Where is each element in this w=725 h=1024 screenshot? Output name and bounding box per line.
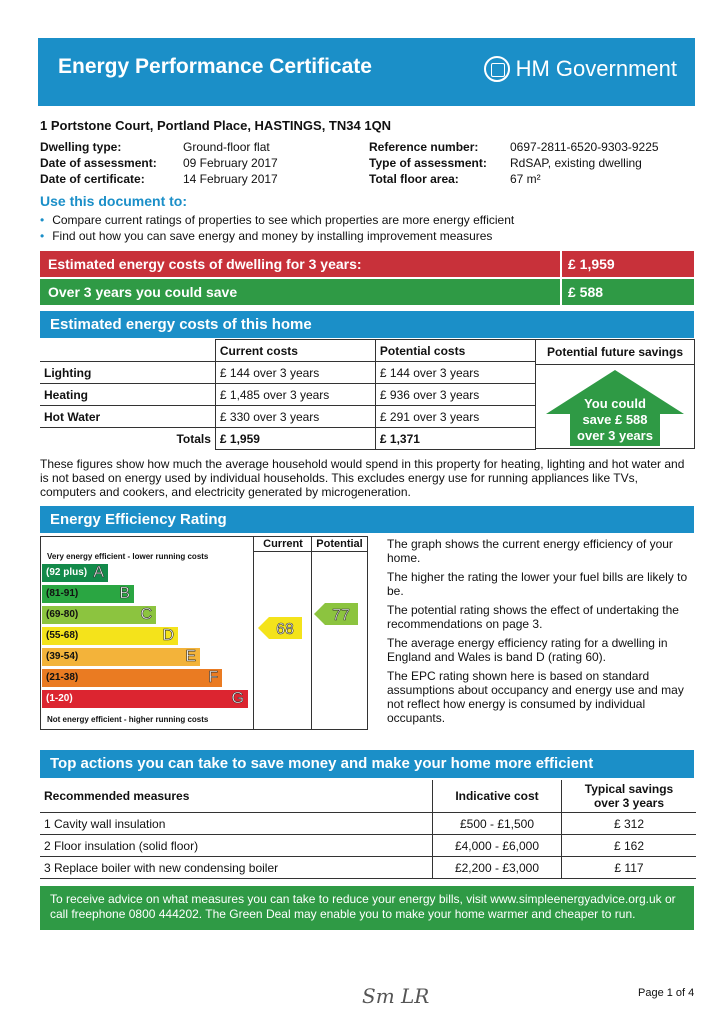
band-letter: B — [119, 585, 130, 602]
actions-heading-bar — [40, 750, 694, 778]
rating-band-d — [42, 627, 178, 645]
col-potential: Potential costs — [375, 340, 535, 362]
rating-notes — [387, 537, 693, 725]
band-range: (1-20) — [46, 693, 73, 704]
arrow-line: over 3 years — [577, 428, 653, 443]
detail-row — [40, 140, 278, 156]
efficiency-heading: Energy Efficiency Rating — [50, 511, 227, 528]
arrow-line: You could — [584, 396, 646, 411]
totals-row — [40, 428, 536, 450]
arrow-line: save £ 588 — [582, 412, 648, 427]
band-letter: G — [231, 690, 244, 707]
row-potential: £ 144 over 3 years — [375, 362, 535, 384]
details-right — [369, 140, 659, 188]
royal-crest-icon — [484, 56, 510, 82]
rating-band-a — [42, 564, 108, 582]
divider — [253, 537, 254, 729]
detail-row — [369, 172, 659, 188]
estimated-cost-label: Estimated energy costs of dwelling for 3 years: — [48, 256, 362, 272]
band-letter: A — [93, 564, 104, 581]
detail-label: Dwelling type: — [40, 140, 122, 154]
divider — [311, 537, 312, 729]
band-range: (55-68) — [46, 630, 79, 641]
advice-footer — [40, 886, 694, 930]
rating-bottom-label: Not energy efficient - higher running costs — [47, 715, 209, 724]
row-potential: £ 291 over 3 years — [375, 406, 535, 428]
typical-savings: £ 117 — [562, 857, 697, 879]
col-measures: Recommended measures — [40, 780, 433, 813]
typical-savings: £ 312 — [562, 813, 697, 835]
table-row — [40, 813, 696, 835]
band-letter: E — [185, 648, 196, 665]
total-potential: £ 1,371 — [375, 428, 535, 450]
handwritten-initials: Sm LR — [362, 984, 430, 1008]
savings-cell — [536, 364, 695, 449]
rating-note: The higher the rating the lower your fuel bills are likely to be. — [387, 570, 688, 598]
detail-row — [40, 156, 278, 172]
rating-band-f — [42, 669, 222, 687]
detail-row — [369, 140, 659, 156]
indicative-cost: £500 - £1,500 — [433, 813, 562, 835]
table-row — [40, 384, 536, 406]
table-row — [40, 362, 536, 384]
bullet-text: Find out how you can save energy and money by installing improvement measures — [52, 229, 493, 243]
detail-value: 67 m² — [510, 172, 541, 186]
efficiency-heading-bar — [40, 506, 694, 533]
detail-label: Date of certificate: — [40, 172, 145, 186]
row-label: Lighting — [40, 362, 215, 384]
detail-label: Reference number: — [369, 140, 479, 154]
use-bullet — [40, 229, 492, 243]
estimated-cost-bar — [40, 251, 694, 277]
rating-band-e — [42, 648, 200, 666]
measure: 1 Cavity wall insulation — [40, 813, 433, 835]
savings-value: £ 588 — [568, 284, 604, 300]
property-address: 1 Portstone Court, Portland Place, HASTINGS, TN34 1QN — [40, 118, 392, 133]
rating-note: The EPC rating shown here is based on standard assumptions about occupancy and energy use and may not reflect how energy is consumed by individual occupants. — [387, 669, 684, 725]
hm-government-logo — [484, 56, 677, 82]
advice-text: To receive advice on what measures you can take to reduce your energy bills, visit www.simpleenergyadvice.org.uk or call freephone 0800 444202. The Green Deal may enable you to make your home warmer and cheaper to run. — [50, 892, 676, 921]
page-number: Page 1 of 4 — [638, 987, 695, 999]
band-range: (69-80) — [46, 609, 79, 620]
rating-band-c — [42, 606, 156, 624]
details-left — [40, 140, 278, 188]
table-header-row — [40, 780, 696, 813]
col-savings-line: Typical savings — [584, 782, 674, 796]
col-current: Current costs — [215, 340, 375, 362]
typical-savings: £ 162 — [562, 835, 697, 857]
rating-note: The graph shows the current energy efficiency of your home. — [387, 537, 673, 565]
header-banner — [38, 38, 695, 106]
potential-rating-arrow — [314, 603, 358, 625]
estimated-cost-value-box — [560, 251, 698, 277]
use-bullet — [40, 213, 514, 227]
costs-heading: Estimated energy costs of this home — [50, 316, 312, 333]
row-potential: £ 936 over 3 years — [375, 384, 535, 406]
detail-value: Ground-floor flat — [183, 140, 270, 154]
detail-row — [40, 172, 278, 188]
band-letter: C — [140, 606, 152, 623]
bullet-icon: • — [40, 229, 45, 243]
detail-row — [369, 156, 659, 172]
band-range: (81-91) — [46, 588, 79, 599]
measure: 3 Replace boiler with new condensing boiler — [40, 857, 433, 879]
rating-col-potential: Potential — [316, 538, 363, 550]
row-current: £ 1,485 over 3 years — [215, 384, 375, 406]
band-letter: F — [208, 669, 218, 686]
savings-value-box — [560, 279, 698, 305]
rating-top-label: Very energy efficient - lower running costs — [47, 552, 209, 561]
detail-label: Date of assessment: — [40, 156, 157, 170]
costs-heading-bar — [40, 311, 694, 338]
table-row — [40, 406, 536, 428]
rating-band-g — [42, 690, 248, 708]
table-row — [40, 857, 696, 879]
rating-band-b — [42, 585, 134, 603]
detail-label: Type of assessment: — [369, 156, 487, 170]
row-label: Hot Water — [40, 406, 215, 428]
band-letter: D — [162, 627, 174, 644]
bullet-icon: • — [40, 213, 45, 227]
rating-col-current: Current — [263, 538, 303, 550]
detail-value: 14 February 2017 — [183, 172, 278, 186]
total-current: £ 1,959 — [215, 428, 375, 450]
potential-rating-value: 77 — [332, 607, 350, 624]
detail-value: RdSAP, existing dwelling — [510, 156, 642, 170]
actions-table — [40, 780, 696, 879]
row-current: £ 144 over 3 years — [215, 362, 375, 384]
detail-label: Total floor area: — [369, 172, 459, 186]
detail-value: 0697-2811-6520-9303-9225 — [510, 140, 659, 154]
band-range: (92 plus) — [46, 567, 88, 578]
savings-bar — [40, 279, 694, 305]
row-label: Heating — [40, 384, 215, 406]
estimated-cost-value: £ 1,959 — [568, 256, 615, 272]
totals-label: Totals — [176, 431, 211, 446]
indicative-cost: £2,200 - £3,000 — [433, 857, 562, 879]
band-range: (21-38) — [46, 672, 79, 683]
costs-note: These figures show how much the average household would spend in this property for heating, lighting and hot water and is not based on energy used by individual households. This excludes energy use for running appliances like TVs, computers and cookers, and electricity generated by microgeneration. — [40, 457, 685, 499]
band-range: (39-54) — [46, 651, 79, 662]
col-savings — [562, 780, 697, 813]
empty-cell — [40, 340, 215, 362]
table-header-row — [40, 340, 536, 362]
actions-heading: Top actions you can take to save money and make your home more efficient — [50, 755, 594, 772]
rating-note: The average energy efficiency rating for a dwelling in England and Wales is band D (rating 60). — [387, 636, 668, 664]
savings-arrow-text — [536, 396, 694, 444]
table-row — [40, 835, 696, 857]
savings-label: Over 3 years you could save — [48, 284, 238, 300]
current-rating-arrow — [258, 617, 302, 639]
hm-government-text: HM Government — [515, 56, 677, 81]
measure: 2 Floor insulation (solid floor) — [40, 835, 433, 857]
detail-value: 09 February 2017 — [183, 156, 278, 170]
use-heading: Use this document to: — [40, 193, 188, 209]
indicative-cost: £4,000 - £6,000 — [433, 835, 562, 857]
col-savings-line: over 3 years — [593, 796, 665, 810]
costs-table — [40, 339, 536, 450]
rating-note: The potential rating shows the effect of undertaking the recommendations on page 3. — [387, 603, 679, 631]
document-title: Energy Performance Certificate — [58, 55, 372, 78]
col-cost: Indicative cost — [433, 780, 562, 813]
bullet-text: Compare current ratings of properties to see which properties are more energy efficient — [52, 213, 515, 227]
current-rating-value: 68 — [276, 621, 294, 638]
row-current: £ 330 over 3 years — [215, 406, 375, 428]
col-savings: Potential future savings — [536, 339, 695, 365]
divider — [253, 551, 367, 552]
